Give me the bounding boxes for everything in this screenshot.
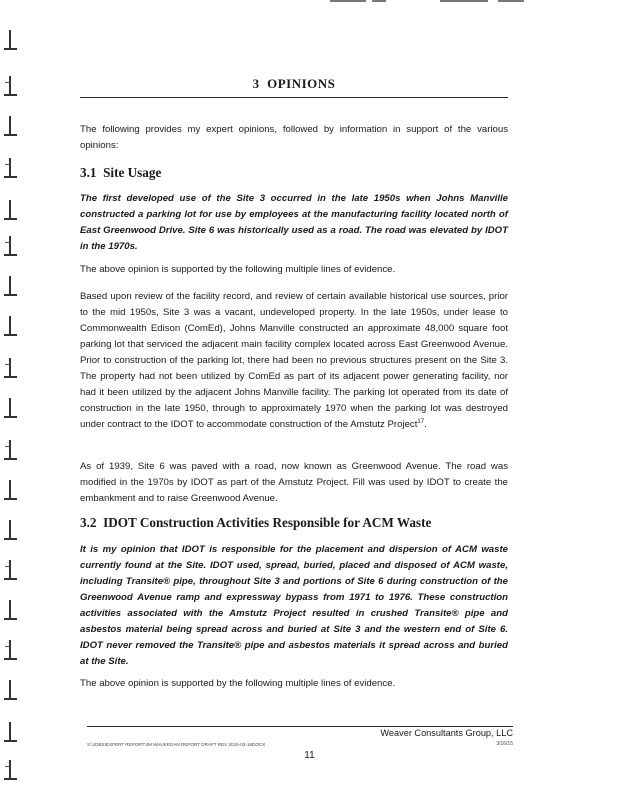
- binder-edge: [0, 0, 30, 800]
- section-title: Site Usage: [103, 165, 162, 180]
- section-heading-site-usage: [80, 165, 508, 181]
- binder-mark: [3, 316, 19, 336]
- evidence-paragraph-2: As of 1939, Site 6 was paved with a road, now known as Greenwood Avenue. The road was modified in the 1970s by IDOT as part of the Amstutz Project. Fill was used by IDOT to create the embankment and to raise Greenwood Avenue.: [80, 461, 508, 504]
- opinion-paragraph: The first developed use of the Site 3 occurred in the late 1950s when Johns Manville constructed a parking lot for use by employees at the manufacturing facility located north of East Greenwood Drive. Site 6 was historically used as a road. The road was elevated by IDOT in the 1970s.: [80, 193, 508, 252]
- section-title: IDOT Construction Activities Responsible for ACM Waste: [103, 515, 432, 530]
- evidence-paragraph: [80, 289, 508, 433]
- footnote-reference: 17: [417, 418, 425, 425]
- scan-artifact: [440, 0, 488, 2]
- page-number: 11: [304, 750, 315, 761]
- binder-mark: [3, 276, 19, 296]
- chapter-title: [80, 76, 508, 92]
- binder-mark: [3, 76, 19, 96]
- footer-firm: Weaver Consultants Group, LLC: [380, 728, 513, 738]
- binder-mark: [3, 520, 19, 540]
- chapter-name: OPINIONS: [267, 76, 336, 91]
- binder-mark: [3, 600, 19, 620]
- section-number: 3.1: [80, 165, 97, 180]
- scan-artifact: [330, 0, 366, 2]
- scan-artifact: [498, 0, 524, 2]
- support-paragraph: The above opinion is supported by the following multiple lines of evidence.: [80, 264, 396, 275]
- intro-paragraph: The following provides my expert opinions, followed by information in support of the various opinions:: [80, 124, 508, 151]
- support-paragraph-2: The above opinion is supported by the following multiple lines of evidence.: [80, 678, 396, 689]
- evidence-text: Based upon review of the facility record, and review of certain available historical use sources, prior to the mid 1950s, Site 3 was a vacant, undeveloped property. In the late 1950s, under lease to Commonwealth Edison (ComEd), Johns Manville constructed an approximate 48,000 square foot parking lot that serviced the adjacent main facility complex located across East Greenwood Avenue. Prior to construction of the parking lot, there had been no previous structures present on the Site 3. The property had not been utilized by ComEd as part of its adjacent power generating facility, nor had it been utilized by the adjacent Johns Manville facility. The parking lot operated from its date of construction in the late 1950, through to approximately 1970 when the parking lot was destroyed under contract to the IDOT to accommodate construction of the Amstutz Project: [80, 291, 508, 430]
- binder-mark: [3, 158, 19, 178]
- binder-mark: [3, 398, 19, 418]
- opinion-paragraph-2: It is my opinion that IDOT is responsible for the placement and dispersion of ACM waste currently found at the Site. IDOT used, spread, buried, placed and disposed of ACM waste, including Transite® pipe, throughout Site 3 and portions of Site 6 during construction of the Greenwood Avenue ramp and expressway bypass from 1971 to 1976. These construction activities associated with the Amstutz Project resulted in crushed Transite® pipe and asbestos material being spread across and buried at Site 3 and the western end of Site 6. IDOT never removed the Transite® pipe and asbestos materials it spread across and buried at the Site.: [80, 544, 508, 667]
- binder-mark: [3, 640, 19, 660]
- scan-artifact: [372, 0, 386, 2]
- binder-mark: [3, 722, 19, 742]
- footer-date: 3/16/15: [496, 741, 513, 747]
- binder-mark: [3, 760, 19, 780]
- binder-mark: [3, 560, 19, 580]
- binder-mark: [3, 680, 19, 700]
- section-heading-idot: [80, 515, 508, 531]
- section-number: 3.2: [80, 515, 97, 530]
- binder-mark: [3, 440, 19, 460]
- chapter-rule: [80, 97, 508, 98]
- binder-mark: [3, 236, 19, 256]
- binder-mark: [3, 30, 19, 50]
- evidence-text-end: .: [424, 419, 427, 430]
- binder-mark: [3, 358, 19, 378]
- footer-rule: [87, 726, 513, 727]
- footer-path: S:\JOBS\EXPERT REPORT\JM WAUKEGAN REPORT DRAFT REV 2015-03-16DOCX: [87, 742, 266, 747]
- binder-mark: [3, 480, 19, 500]
- chapter-number: 3: [252, 76, 260, 91]
- binder-mark: [3, 200, 19, 220]
- binder-mark: [3, 116, 19, 136]
